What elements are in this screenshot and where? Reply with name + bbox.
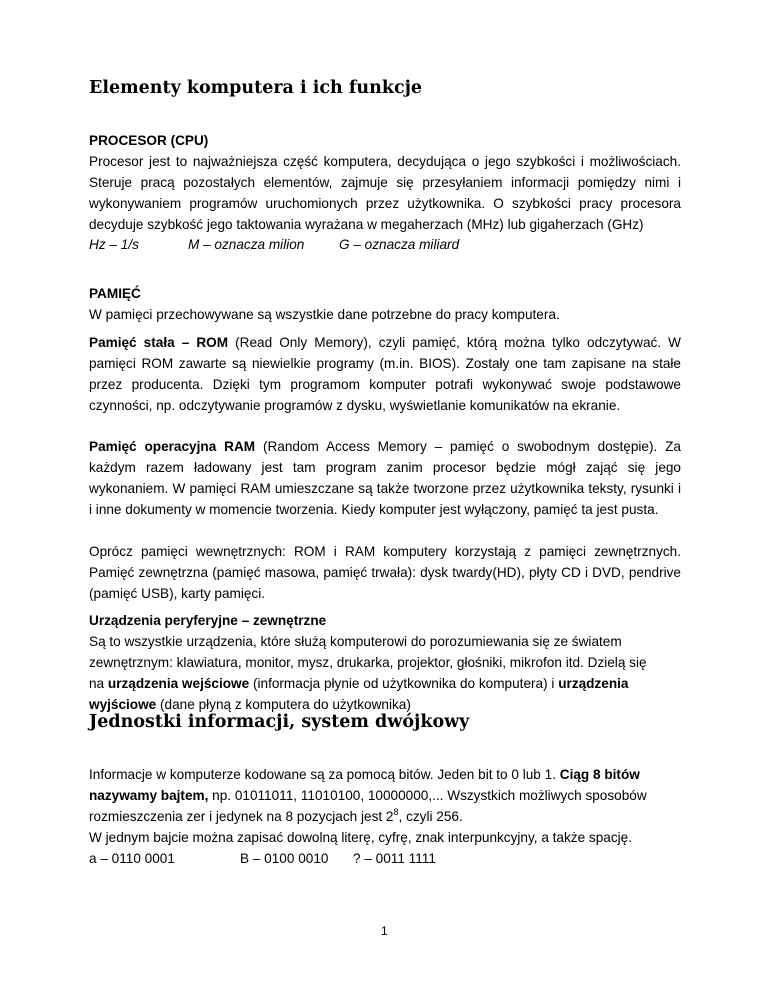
peripherals-line-3: na urządzenia wejściowe (informacja płynie od użytkownika do komputera) i urządzenia	[89, 676, 629, 691]
memory-heading: PAMIĘĆ	[89, 286, 141, 301]
byte-term: nazywamy bajtem,	[89, 788, 209, 803]
ram-description: (Random Access Memory – pamięć o swobodnym dostępie). Za każdym razem ładowany jest tam program zanim procesor będzie mógł zająć się jego wykonaniem. W pamięci RAM umieszczane są także tworzone przez użytkownika teksty, rysunki i i inne dokumenty w momencie tworzenia. Kiedy komputer jest wyłączony, pamięć ta jest pusta.	[89, 439, 681, 517]
rom-description: (Read Only Memory), czyli pamięć, którą można tylko odczytywać. W pamięci ROM zawarte są niewielkie programy (m.in. BIOS). Zostały one tam zapisane na stałe przez producenta. Dzięki tym programom komputer potrafi wykonywać swoje podstawowe czynności, np. odczytywanie programów z dysku, wyświetlanie komunikatów na ekranie.	[89, 335, 681, 413]
binary-line-2: nazywamy bajtem, np. 01011011, 11010100, 10000000,... Wszystkich możliwych sposobów	[89, 788, 647, 803]
output-devices-term-end: wyjściowe	[89, 697, 157, 712]
external-memory-paragraph: Oprócz pamięci wewnętrznych: ROM i RAM komputery korzystają z pamięci zewnętrznych. Pamięć zewnętrzna (pamięć masowa, pamięć trwała): dysk twardy(HD), płyty CD i DVD, pendrive (pamięć USB), karty pamięci.	[89, 544, 681, 601]
rom-term: Pamięć stała – ROM	[89, 335, 229, 350]
cpu-heading: PROCESOR (CPU)	[89, 133, 209, 148]
binary-line-4: W jednym bajcie można zapisać dowolną literę, cyfrę, znak interpunkcyjny, a także spację.	[89, 830, 632, 845]
page-title: Elementy komputera i ich funkcje	[89, 78, 423, 98]
binary-paragraph	[89, 764, 681, 848]
binary-line-1: Informacje w komputerze kodowane są za pomocą bitów. Jeden bit to 0 lub 1. Ciąg 8 bitów	[89, 767, 640, 782]
unit-giga: G – oznacza miliard	[339, 237, 460, 252]
peripherals-line-4: wyjściowe (dane płyną z komputera do użytkownika)	[89, 697, 411, 712]
output-devices-term-start: urządzenia	[558, 676, 629, 691]
ram-term: Pamięć operacyjna RAM	[89, 439, 256, 454]
peripherals-line-2: zewnętrznym: klawiatura, monitor, mysz, drukarka, projektor, głośniki, mikrofon itd. Dzielą się	[89, 655, 647, 670]
rom-paragraph	[89, 332, 681, 416]
ram-paragraph	[89, 436, 681, 520]
memory-intro: W pamięci przechowywane są wszystkie dane potrzebne do pracy komputera.	[89, 307, 560, 322]
code-example-a: a – 0110 0001	[89, 851, 175, 866]
bit-sequence-term: Ciąg 8 bitów	[559, 767, 640, 782]
peripherals-line-1: Są to wszystkie urządzenia, które służą komputerowi do porozumiewania się ze światem	[89, 634, 622, 649]
binary-section-title: Jednostki informacji, system dwójkowy	[89, 712, 470, 732]
peripherals-paragraph	[89, 631, 681, 715]
exponent: 8	[393, 807, 399, 817]
code-examples-row	[89, 848, 681, 869]
units-row	[89, 234, 681, 255]
page-number: 1	[381, 924, 388, 938]
cpu-paragraph: Procesor jest to najważniejsza część komputera, decydująca o jego szybkości i możliwościach. Steruje pracą pozostałych elementów, zajmuje się przesyłaniem informacji pomiędzy nimi i wykonywaniem programów uruchomionych przez użytkownika. O szybkości pracy procesora decyduje szybkość jego taktowania wyrażana w megaherzach (MHz) lub gigaherzach (GHz)	[89, 154, 681, 232]
peripherals-heading: Urządzenia peryferyjne – zewnętrzne	[89, 613, 327, 628]
code-example-b: B – 0100 0010	[240, 851, 329, 866]
binary-line-3: rozmieszczenia zer i jedynek na 8 pozycjach jest $2^8$, czyli 256.	[89, 807, 463, 824]
input-devices-term: urządzenia wejściowe	[107, 676, 250, 691]
unit-mega: M – oznacza milion	[188, 237, 305, 252]
code-example-question: ? – 0011 1111	[353, 851, 436, 866]
unit-hz: Hz – 1/s	[89, 237, 139, 252]
